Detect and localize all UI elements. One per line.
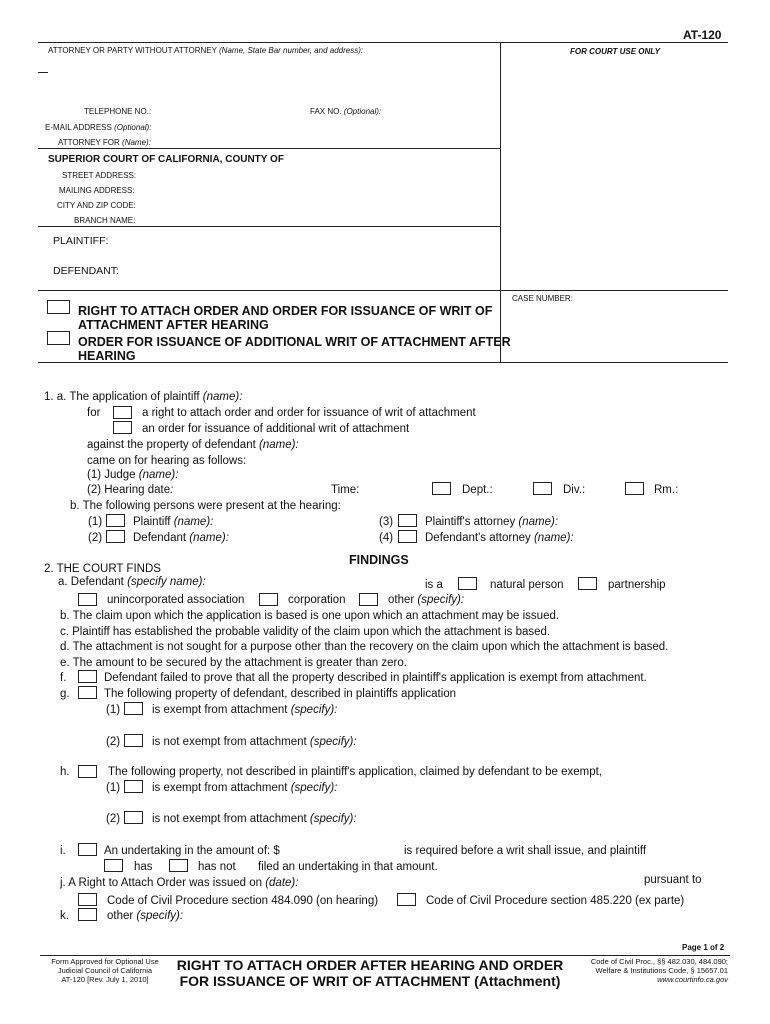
item1b3-label: Plaintiff's attorney (name): <box>425 516 559 528</box>
item2g2-num: (2) <box>106 736 121 748</box>
ccp-485-checkbox[interactable] <box>397 893 416 906</box>
item2h2-label: is not exempt from attachment (specify): <box>152 813 357 825</box>
telephone-label: TELEPHONE NO.: <box>84 107 152 116</box>
item2h-label: h. <box>60 766 70 778</box>
item2h-checkbox[interactable] <box>78 765 97 778</box>
title-option2-line2: HEARING <box>78 349 136 363</box>
item2i-text: An undertaking in the amount of: $ <box>104 845 280 857</box>
item1-came-on-label: came on for hearing as follows: <box>87 455 247 467</box>
title-top-border <box>38 290 728 291</box>
item1b4-num: (4) <box>379 532 394 544</box>
item1b4-checkbox[interactable] <box>398 530 417 543</box>
attorney-label: ATTORNEY OR PARTY WITHOUT ATTORNEY (Name, State Bar number, and address): <box>48 46 364 55</box>
case-number-label: CASE NUMBER: <box>512 294 573 303</box>
item1-for-label: for <box>87 407 101 419</box>
item1-opt1-label: a right to attach order and order for issuance of writ of attachment <box>142 407 476 419</box>
approval-line3: AT-120 [Rev. July 1, 2010] <box>61 975 149 984</box>
corporation-label: corporation <box>288 594 346 606</box>
item1b1-checkbox[interactable] <box>106 514 125 527</box>
item1-judge-label: (1) Judge (name): <box>87 469 179 481</box>
title-option1-line1: RIGHT TO ATTACH ORDER AND ORDER FOR ISSUANCE OF WRIT OF <box>78 304 493 318</box>
header-bottom-border <box>38 362 728 363</box>
item2k-label-text: other (specify): <box>107 910 184 922</box>
item2h2-num: (2) <box>106 813 121 825</box>
item2i-has-label: has <box>134 861 153 873</box>
item2c-text: c. Plaintiff has established the probable validity of the claim upon which the attachment is based. <box>60 626 551 638</box>
website-link[interactable]: www.courtinfo.ca.gov <box>657 975 728 984</box>
defendant-label: DEFENDANT: <box>53 265 119 277</box>
item2g-checkbox[interactable] <box>78 686 97 699</box>
item2f-checkbox[interactable] <box>78 670 97 683</box>
partnership-checkbox[interactable] <box>578 577 597 590</box>
item1-hearing-date-label: (2) Hearing date: <box>87 484 174 496</box>
footer-codes <box>570 957 728 984</box>
mailing-address-label: MAILING ADDRESS: <box>59 186 135 195</box>
item1-opt2-label: an order for issuance of additional writ of attachment <box>142 423 410 435</box>
item2h1-num: (1) <box>106 782 121 794</box>
item2d-text: d. The attachment is not sought for a purpose other than the recovery on the claim upon which the attachment is based. <box>60 641 669 653</box>
item2i-has-checkbox[interactable] <box>104 859 123 872</box>
ccp-484-checkbox[interactable] <box>78 893 97 906</box>
title-option1-checkbox[interactable] <box>47 300 70 314</box>
item1-against-label: against the property of defendant (name): <box>87 439 299 451</box>
street-address-label: STREET ADDRESS: <box>62 171 137 180</box>
footer-approval <box>40 957 170 984</box>
other-entity-checkbox[interactable] <box>359 593 378 606</box>
item2i-has-not-checkbox[interactable] <box>169 859 188 872</box>
item2b-text: b. The claim upon which the application is based is one upon which an attachment may be issued. <box>60 610 560 622</box>
item1-div-checkbox[interactable] <box>533 482 552 495</box>
item2h-text: The following property, not described in plaintiff's application, claimed by defendant to be exempt, <box>108 766 603 778</box>
ccp-485-label: Code of Civil Procedure section 485.220 (ex parte) <box>426 895 685 907</box>
item2k-label: k. <box>60 910 69 922</box>
item2j-pursuant: pursuant to <box>644 874 702 886</box>
item1b2-num: (2) <box>88 532 103 544</box>
item2a-is-a: is a <box>425 579 443 591</box>
item2g1-num: (1) <box>106 704 121 716</box>
other-entity-label: other (specify): <box>388 594 465 606</box>
court-name-label: SUPERIOR COURT OF CALIFORNIA, COUNTY OF <box>48 154 284 165</box>
item1b4-label: Defendant's attorney (name): <box>425 532 574 544</box>
code-line1: Code of Civil Proc., §§ 482.030, 484.090; <box>590 957 728 966</box>
item2i-label: i. <box>60 845 66 857</box>
item1-div-label: Div.: <box>563 484 586 496</box>
page-number: Page 1 of 2 <box>682 943 725 952</box>
parties-top-border <box>38 226 500 227</box>
approval-line2: Judicial Council of California <box>57 966 153 975</box>
title-option2-line1: ORDER FOR ISSUANCE OF ADDITIONAL WRIT OF ATTACHMENT AFTER <box>78 335 511 349</box>
footer-title-line2: FOR ISSUANCE OF WRIT OF ATTACHMENT (Attachment) <box>179 973 561 989</box>
footer-rule <box>40 955 730 956</box>
item2f-label: f. <box>60 672 67 684</box>
unincorporated-checkbox[interactable] <box>78 593 97 606</box>
item2-label: 2. THE COURT FINDS <box>44 563 161 575</box>
item2i-has-not-label: has not <box>198 861 236 873</box>
code-line2: Welfare & Institutions Code, § 15657.01 <box>595 966 728 975</box>
item2h2-checkbox[interactable] <box>124 811 143 824</box>
unincorporated-label: unincorporated association <box>107 594 245 606</box>
item1-dept-label: Dept.: <box>462 484 493 496</box>
header-top-border <box>38 42 728 43</box>
fax-label: FAX NO. (Optional): <box>310 107 382 116</box>
item1b-label: b. The following persons were present at the hearing: <box>70 500 341 512</box>
title-option2-checkbox[interactable] <box>47 331 70 345</box>
item1b1-num: (1) <box>88 516 103 528</box>
partnership-label: partnership <box>608 579 666 591</box>
item2g1-label: is exempt from attachment (specify): <box>152 704 338 716</box>
plaintiff-label: PLAINTIFF: <box>53 235 109 247</box>
natural-person-checkbox[interactable] <box>458 577 477 590</box>
item1a-label: 1. a. The application of plaintiff (name): <box>44 391 243 403</box>
item2g-label: g. <box>60 688 70 700</box>
item1b1-label: Plaintiff (name): <box>133 516 214 528</box>
item1-opt2-checkbox[interactable] <box>113 421 132 434</box>
item2a-label: a. Defendant (specify name): <box>58 576 206 588</box>
header-divider <box>500 42 501 362</box>
ccp-484-label: Code of Civil Procedure section 484.090 (on hearing) <box>107 895 379 907</box>
item1-rm-label: Rm.: <box>654 484 679 496</box>
item1b3-num: (3) <box>379 516 394 528</box>
item1-rm-checkbox[interactable] <box>625 482 644 495</box>
corporation-checkbox[interactable] <box>259 593 278 606</box>
item2g2-label: is not exempt from attachment (specify): <box>152 736 357 748</box>
branch-name-label: BRANCH NAME: <box>74 216 136 225</box>
item1-time-label: Time: <box>331 484 360 496</box>
natural-person-label: natural person <box>490 579 564 591</box>
item2i-checkbox[interactable] <box>78 843 97 856</box>
item1b2-checkbox[interactable] <box>106 530 125 543</box>
approval-line1: Form Approved for Optional Use <box>51 957 159 966</box>
item1b2-label: Defendant (name): <box>133 532 229 544</box>
court-top-border <box>38 148 500 149</box>
form-id: AT-120 <box>683 28 722 42</box>
item2f-text: Defendant failed to prove that all the property described in plaintiff's application is exempt from attachment. <box>104 672 647 684</box>
item1-opt1-checkbox[interactable] <box>113 406 132 419</box>
item2i-tail: is required before a writ shall issue, and plaintiff <box>404 845 647 857</box>
court-use-label: FOR COURT USE ONLY <box>570 47 660 56</box>
attorney-mark <box>38 72 48 73</box>
findings-heading: FINDINGS <box>349 553 409 567</box>
item1b3-checkbox[interactable] <box>398 514 417 527</box>
item2h1-label: is exempt from attachment (specify): <box>152 782 338 794</box>
title-option1-line2: ATTACHMENT AFTER HEARING <box>78 318 269 332</box>
email-label: E-MAIL ADDRESS (Optional): <box>45 123 152 132</box>
item2g1-checkbox[interactable] <box>124 702 143 715</box>
item2k-checkbox[interactable] <box>78 908 97 921</box>
item2i-filed-text: filed an undertaking in that amount. <box>258 861 438 873</box>
attorney-for-label: ATTORNEY FOR (Name): <box>58 138 151 147</box>
item2e-text: e. The amount to be secured by the attachment is greater than zero. <box>60 657 407 669</box>
item2h1-checkbox[interactable] <box>124 780 143 793</box>
item2j-label: j. A Right to Attach Order was issued on (date): <box>60 877 299 889</box>
item2g-text: The following property of defendant, described in plaintiffs application <box>104 688 457 700</box>
item2g2-checkbox[interactable] <box>124 734 143 747</box>
item1-dept-checkbox[interactable] <box>432 482 451 495</box>
city-zip-label: CITY AND ZIP CODE: <box>57 201 136 210</box>
footer-title-line1: RIGHT TO ATTACH ORDER AFTER HEARING AND ORDER <box>176 957 564 973</box>
